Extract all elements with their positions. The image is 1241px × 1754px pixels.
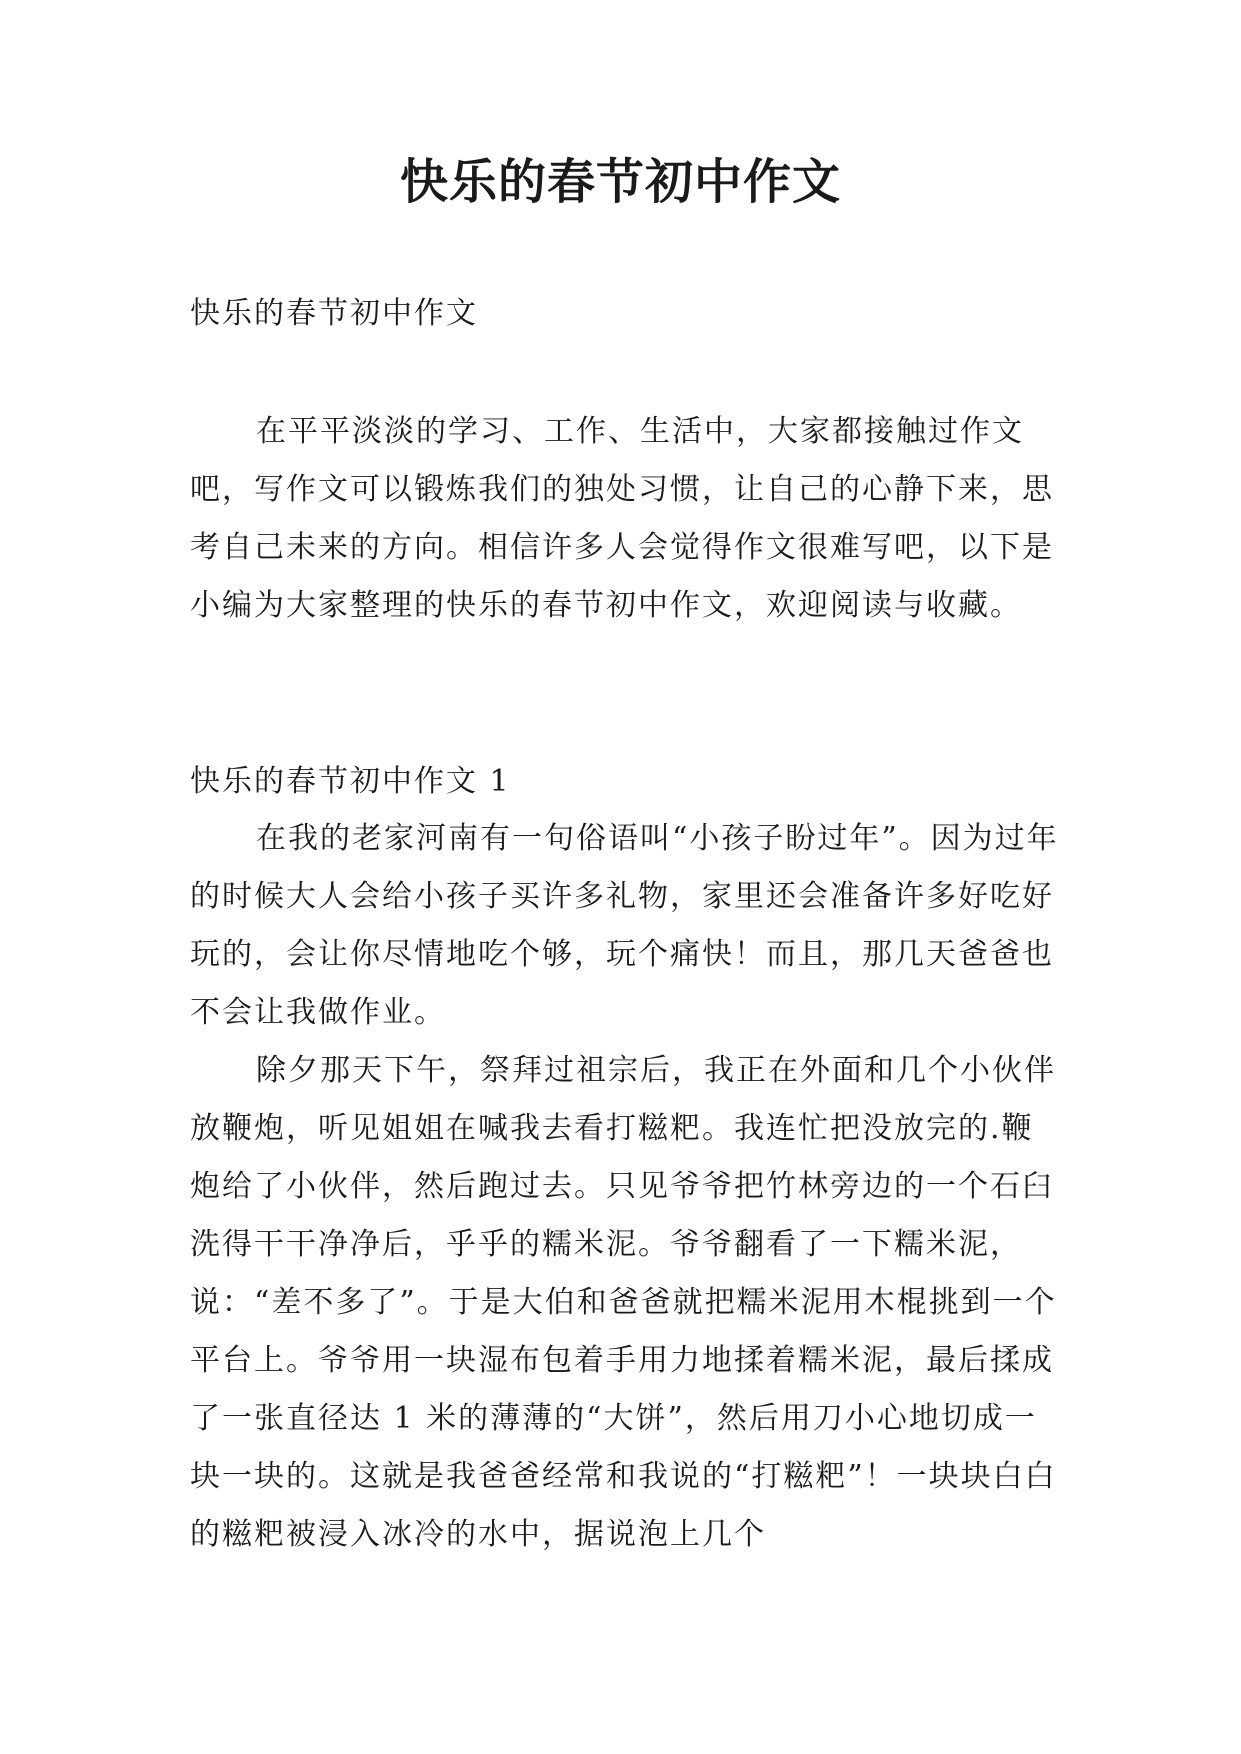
intro-paragraph: 在平平淡淡的学习、工作、生活中，大家都接触过作文吧，写作文可以锻炼我们的独处习惯，让自己的心静下来，思考自己未来的方向。相信许多人会觉得作文很难写吧，以下是小编为大家整理的快乐的春节初中作文，欢迎阅读与收藏。 [190, 414, 1054, 623]
section-heading: 快乐的春节初中作文 1 [190, 764, 511, 799]
section-paragraph: 除夕那天下午，祭拜过祖宗后，我正在外面和几个小伙伴放鞭炮，听见姐姐在喊我去看打糍粑。我连忙把没放完的.鞭炮给了小伙伴，然后跑过去。只见爷爷把竹林旁边的一个石臼洗得干干净净后，乎乎的糯米泥。爷爷翻看了一下糯米泥，说：“差不多了”。于是大伯和爸爸就把糯米泥用木棍挑到一个平台上。爷爷用一块湿布包着手用力地揉着糯米泥，最后揉成了一张直径达 1 米的薄薄的“大饼”，然后用刀小心地切成一块一块的。这就是我爸爸经常和我说的“打糍粑”！一块块白白的糍粑被浸入冰冷的水中，据说泡上几个 [190, 1053, 1057, 1552]
document-subtitle: 快乐的春节初中作文 [190, 296, 478, 331]
section-paragraph: 在我的老家河南有一句俗语叫“小孩子盼过年”。因为过年的时候大人会给小孩子买许多礼物，家里还会准备许多好吃好玩的，会让你尽情地吃个够，玩个痛快！而且，那几天爸爸也不会让我做作业。 [190, 821, 1059, 1030]
section-body [190, 810, 1060, 1564]
document-title: 快乐的春节初中作文 [399, 154, 841, 210]
